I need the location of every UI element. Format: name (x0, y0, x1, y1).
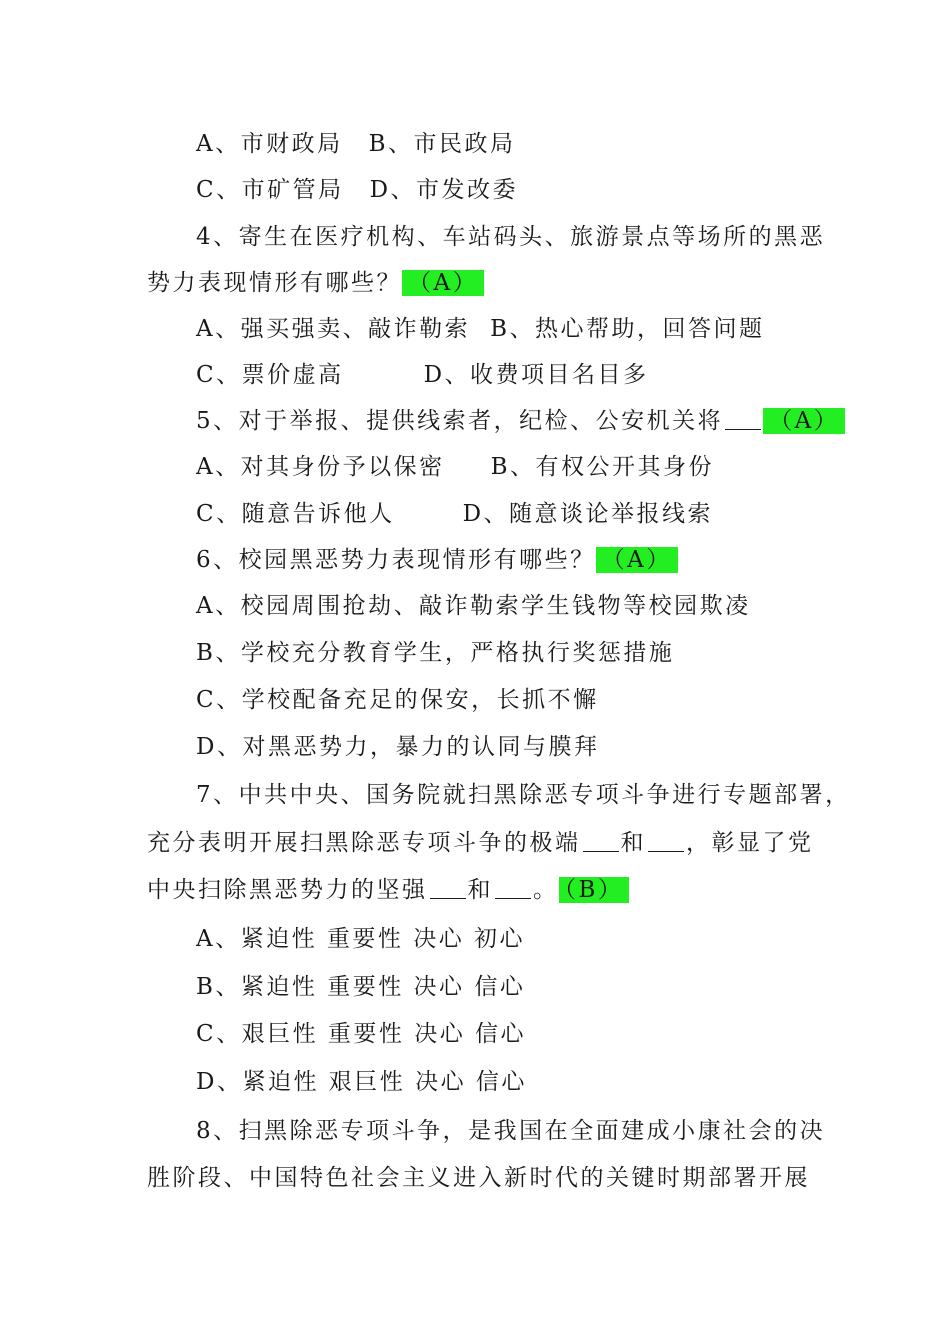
q4-stem-text: 势力表现情形有哪些？ (147, 270, 402, 296)
q3-options-ab (196, 128, 516, 160)
q4-option-b: B、热心帮助，回答问题 (490, 316, 765, 342)
q6-answer-highlight: （A） (596, 547, 678, 573)
q4-options-cd (196, 359, 649, 391)
q6-option-b: B、学校充分教育学生，严格执行奖惩措施 (196, 640, 675, 666)
q7-stem-line1: 7、中共中央、国务院就扫黑除恶专项斗争进行专题部署， (196, 782, 851, 808)
q5-stem (196, 405, 845, 437)
q7-line3-text-b: 和 (467, 877, 493, 903)
q5-options-cd (196, 498, 713, 530)
q7-stem-line2 (147, 827, 814, 859)
q7-blank-4 (495, 876, 531, 899)
q5-stem-text: 5、对于举报、提供线索者，纪检、公安机关将 (196, 408, 724, 434)
q5-answer-highlight: （A） (763, 408, 845, 434)
q3-option-b: B、市民政局 (368, 131, 516, 157)
q4-answer-highlight: （A） (402, 270, 484, 296)
q5-blank (725, 407, 761, 430)
q3-option-a: A、市财政局 (196, 131, 343, 157)
q7-line2-text-b: 和 (620, 830, 646, 856)
q7-blank-3 (430, 876, 466, 899)
q6-option-a: A、校园周围抢劫、敲诈勒索学生钱物等校园欺凌 (196, 593, 751, 619)
q7-line2-text-c: ，彰显了党 (686, 830, 814, 856)
q4-stem-line1: 4、寄生在医疗机构、车站码头、旅游景点等场所的黑恶 (196, 224, 826, 250)
q5-option-b: B、有权公开其身份 (490, 454, 715, 480)
q6-option-d: D、对黑恶势力，暴力的认同与膜拜 (196, 734, 600, 760)
q7-option-d: D、紧迫性 艰巨性 决心 信心 (196, 1069, 527, 1095)
q7-stem-line3 (147, 874, 629, 906)
q7-blank-1 (583, 829, 619, 852)
q3-option-d: D、市发改委 (369, 177, 519, 203)
q4-option-d: D、收费项目名目多 (423, 362, 649, 388)
q5-option-a: A、对其身份予以保密 (196, 454, 445, 480)
q3-options-cd (196, 174, 518, 206)
q7-line2-text-a: 充分表明开展扫黑除恶专项斗争的极端 (147, 830, 581, 856)
q6-stem (196, 544, 678, 576)
q5-option-c: C、随意告诉他人 (196, 501, 395, 527)
q4-stem-line2 (147, 267, 484, 299)
q7-line3-text-c: 。 (533, 877, 559, 903)
q5-options-ab (196, 451, 714, 483)
q7-option-c: C、艰巨性 重要性 决心 信心 (196, 1021, 527, 1047)
q8-stem-line2: 胜阶段、中国特色社会主义进入新时代的关键时期部署开展 (147, 1165, 810, 1191)
q5-option-d: D、随意谈论举报线索 (462, 501, 714, 527)
q7-answer-highlight: （B） (559, 877, 630, 903)
q6-stem-text: 6、校园黑恶势力表现情形有哪些？ (196, 547, 596, 573)
q3-option-c: C、市矿管局 (196, 177, 344, 203)
q4-options-ab (196, 313, 765, 345)
q7-blank-2 (648, 829, 684, 852)
q8-stem-line1: 8、扫黑除恶专项斗争，是我国在全面建成小康社会的决 (196, 1118, 826, 1144)
q4-option-a: A、强买强卖、敲诈勒索 (196, 316, 471, 342)
q6-option-c: C、学校配备充足的保安，长抓不懈 (196, 687, 599, 713)
q7-option-b: B、紧迫性 重要性 决心 信心 (196, 974, 526, 1000)
q7-line3-text-a: 中央扫除黑恶势力的坚强 (147, 877, 428, 903)
q7-option-a: A、紧迫性 重要性 决心 初心 (196, 926, 526, 952)
q4-option-c: C、票价虚高 (196, 362, 344, 388)
